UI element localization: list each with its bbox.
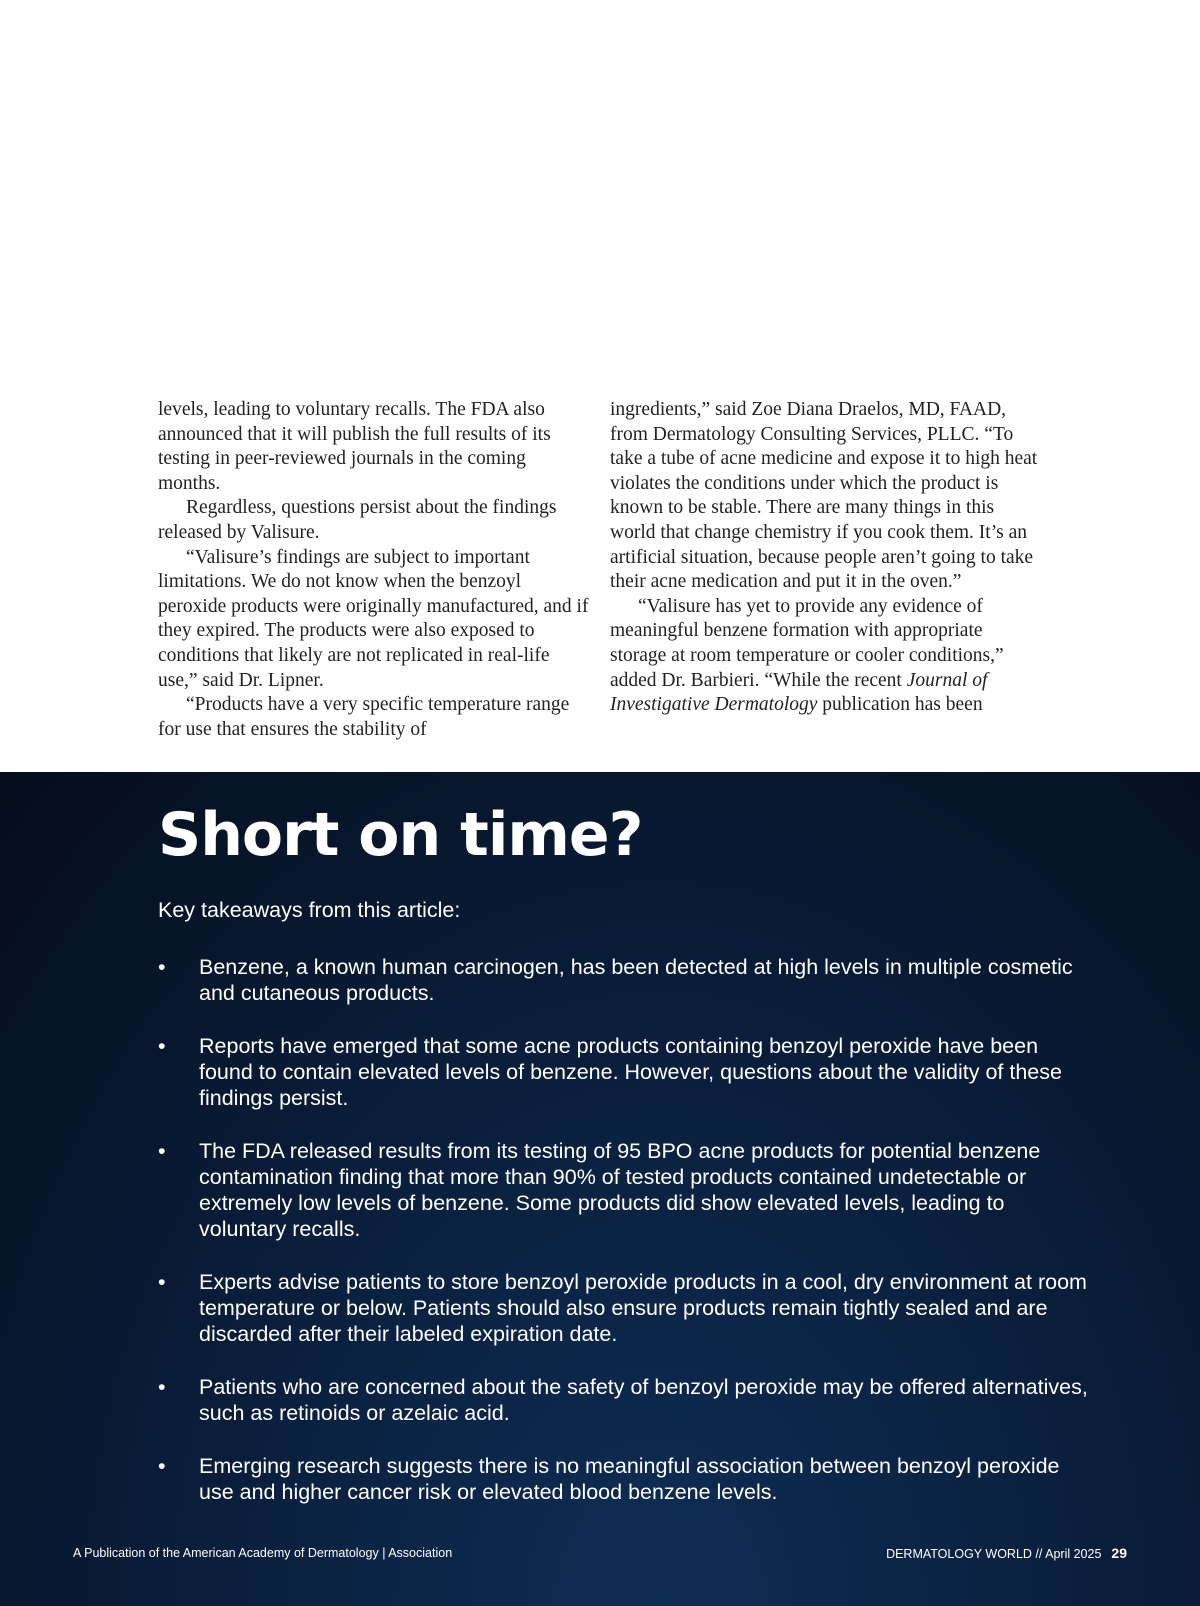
takeaway-item — [158, 1138, 1088, 1242]
takeaway-item — [158, 1374, 1088, 1426]
takeaway-text: Patients who are concerned about the safety of benzoyl peroxide may be offered alternatives, such as retinoids or azelaic acid. — [199, 1375, 1088, 1425]
footer-issue — [886, 1545, 1127, 1561]
takeaway-text: Reports have emerged that some acne products containing benzoyl peroxide have been found to contain elevated levels of benzene. However, questions about the validity of these findings persist. — [199, 1034, 1062, 1110]
article-paragraph — [610, 595, 1042, 718]
takeaway-text: Emerging research suggests there is no meaningful association between benzoyl peroxide use and higher cancer risk or elevated blood benzene levels. — [199, 1454, 1060, 1504]
takeaway-text: The FDA released results from its testing of 95 BPO acne products for potential benzene contamination finding that more than 90% of tested products contained undetectable or extremely low levels of benzene. Some products did show elevated levels, leading to voluntary recalls. — [199, 1139, 1041, 1241]
article-left-column — [158, 398, 590, 742]
key-takeaways-box — [0, 772, 1200, 1606]
takeaway-item — [158, 1453, 1088, 1505]
takeaway-item — [158, 1033, 1088, 1111]
article-body — [158, 398, 1042, 742]
bullet-icon: • — [158, 1454, 166, 1478]
article-right-column — [610, 398, 1042, 742]
sidebar-title: Short on time? — [158, 800, 643, 870]
takeaways-list — [158, 954, 1088, 1532]
page-number: 29 — [1111, 1545, 1127, 1561]
bullet-icon: • — [158, 955, 166, 979]
takeaway-item — [158, 954, 1088, 1006]
article-paragraph: “Products have a very specific temperature range for use that ensures the stability of — [158, 694, 570, 740]
bullet-icon: • — [158, 1139, 166, 1163]
takeaway-item — [158, 1269, 1088, 1347]
paragraph-text: publication has been — [817, 694, 983, 716]
article-paragraph: Regardless, questions persist about the findings released by Valisure. — [158, 497, 557, 543]
article-paragraph: “Valisure’s findings are subject to important limitations. We do not know when the benzoyl peroxide products were originally manufactured, and if they expired. The products were also exposed to conditions that likely are not replicated in real-life use,” said Dr. Lipner. — [158, 546, 589, 691]
paragraph-text: “Valisure has yet to provide any evidence of meaningful benzene formation with appropriate storage at room temperature or cooler conditions,” added Dr. Barbieri. “While the recent — [610, 595, 1004, 691]
sidebar-intro: Key takeaways from this article: — [158, 898, 461, 922]
footer-issue-label: DERMATOLOGY WORLD // April 2025 — [886, 1547, 1102, 1561]
bullet-icon: • — [158, 1270, 166, 1294]
bullet-icon: • — [158, 1034, 166, 1058]
takeaway-text: Benzene, a known human carcinogen, has been detected at high levels in multiple cosmetic and cutaneous products. — [199, 955, 1073, 1005]
article-paragraph: levels, leading to voluntary recalls. The FDA also announced that it will publish the full results of its testing in peer-reviewed journals in the coming months. — [158, 399, 551, 494]
article-paragraph: ingredients,” said Zoe Diana Draelos, MD, FAAD, from Dermatology Consulting Services, PLLC. “To take a tube of acne medicine and expose it to high heat violates the conditions under which the product is known to be stable. There are many things in this world that change chemistry if you cook them. It’s an artificial situation, because people aren’t going to take their acne medication and put it in the oven.” — [610, 399, 1038, 593]
takeaway-text: Experts advise patients to store benzoyl peroxide products in a cool, dry environment at room temperature or below. Patients should also ensure products remain tightly sealed and are discarded after their labeled expiration date. — [199, 1270, 1087, 1346]
journal-title: Journal of Investigative Dermatology — [610, 669, 988, 716]
footer-publication: A Publication of the American Academy of Dermatology | Association — [73, 1546, 453, 1560]
bullet-icon: • — [158, 1375, 166, 1399]
